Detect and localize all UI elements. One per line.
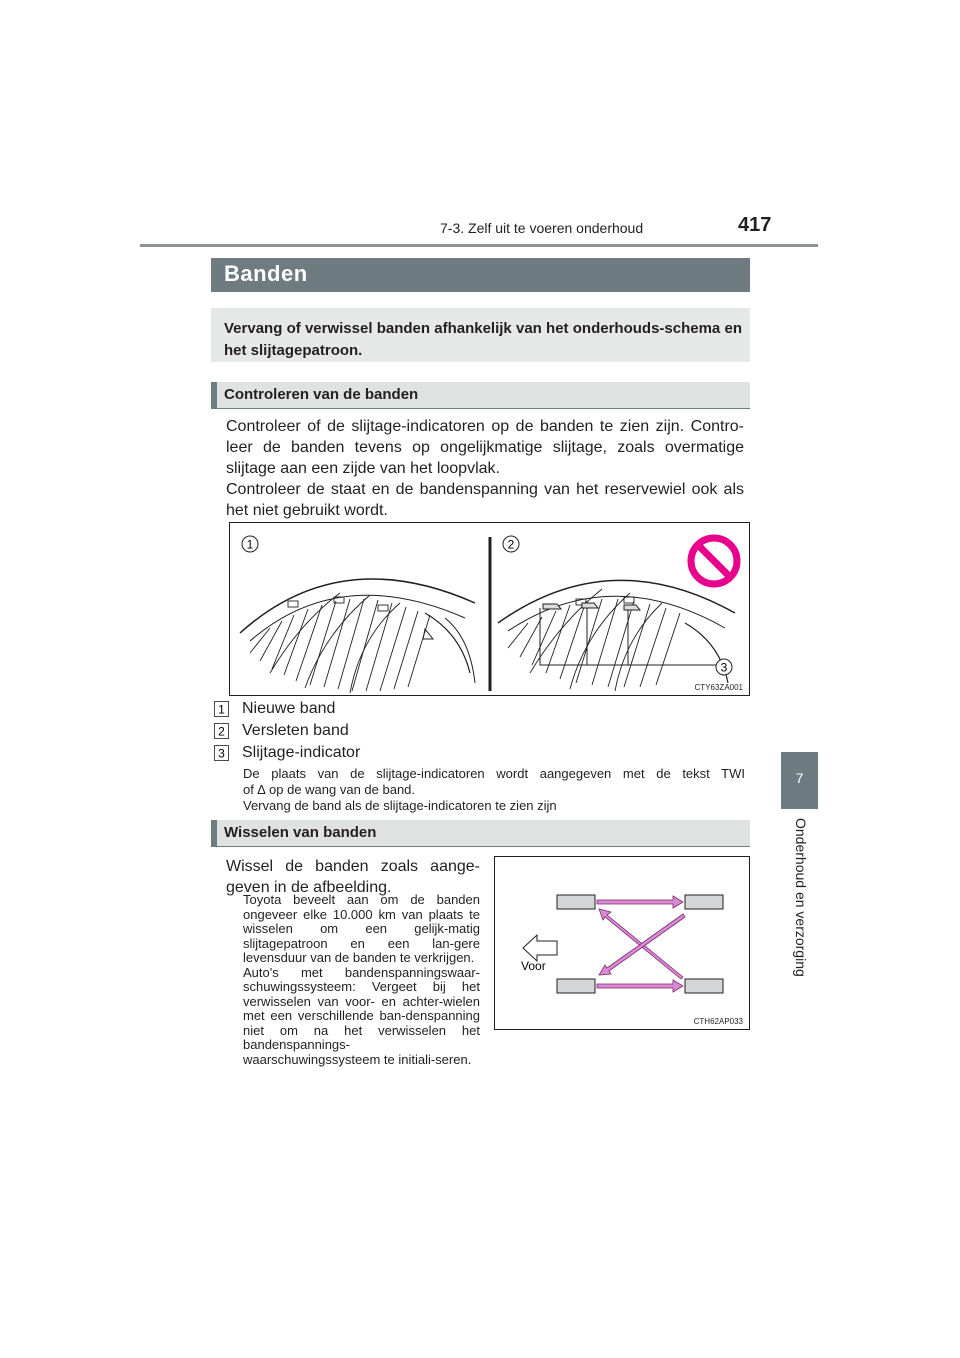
svg-text:1: 1 <box>218 702 225 717</box>
wear-indicator-leaders <box>540 603 716 665</box>
tire-rear-right-icon <box>685 979 723 993</box>
svg-text:2: 2 <box>218 724 225 739</box>
svg-text:3: 3 <box>218 746 225 761</box>
callout-1-text: 1 <box>246 537 254 552</box>
chapter-number: 7 <box>795 770 804 786</box>
wear-indicator-note <box>243 766 745 814</box>
legend-number-1-icon <box>214 701 229 717</box>
note-line-2: of ∆ op de wang van de band. <box>243 782 416 797</box>
callout-2-text: 2 <box>507 537 515 552</box>
figure-code-2: CTH62AP033 <box>693 1017 743 1026</box>
check-paragraph-1: Controleer of de slijtage-indicatoren op de banden te zien zijn. Contro-leer de banden tevens op ongelijkmatige slijtage, zoals overmatige slijtage aan een zijde van het loopvlak. <box>226 418 744 477</box>
front-label: Voor <box>521 959 546 973</box>
legend-number-3-icon <box>214 745 229 761</box>
tire-wear-illustration <box>230 523 749 695</box>
legend-label-2: Versleten band <box>242 722 349 739</box>
new-tire-drawing <box>240 579 475 693</box>
swap-note <box>243 893 480 1067</box>
swap-note-text: Toyota beveelt aan om de banden ongeveer elke 10.000 km van plaats te wisselen om een gelijk-matig slijtagepatroon en een lan-gere levensduur van de banden te verkrijgen. <box>243 892 480 965</box>
figure-code-1: CTY63ZA001 <box>694 683 743 692</box>
tire-front-left-icon <box>557 895 595 909</box>
chapter-tab[interactable] <box>781 752 818 809</box>
tire-rotation-diagram <box>495 857 749 1029</box>
header-rule <box>140 244 818 247</box>
check-paragraph-2: Controleer de staat en de bandenspanning van het reservewiel ook als het niet gebruikt wordt. <box>226 481 744 519</box>
running-header-section: 7-3. Zelf uit te voeren onderhoud <box>440 220 644 236</box>
section-title-bar <box>211 258 750 292</box>
chapter-title: Onderhoud en verzorging <box>793 818 809 977</box>
chapter-side-label <box>779 818 819 1018</box>
intro-text: Vervang of verwissel banden afhankelijk van het onderhouds-schema en het slijtagepatroon. <box>224 320 742 359</box>
section-title: Banden <box>224 261 308 286</box>
subheading-marker <box>211 382 217 408</box>
worn-tire-drawing <box>498 538 737 691</box>
subheading-marker <box>211 820 217 846</box>
callout-3-text: 3 <box>720 660 728 675</box>
subheading-swap-label: Wisselen van banden <box>224 824 377 841</box>
legend-label-1: Nieuwe band <box>242 700 336 717</box>
callout-1-icon <box>242 536 258 552</box>
legend-number-2-icon <box>214 723 229 739</box>
no-sign-icon <box>691 538 737 584</box>
callout-2-icon <box>503 536 519 552</box>
note-line-3: Vervang de band als de slijtage-indicatoren te zien zijn <box>243 798 557 813</box>
subheading-check-label: Controleren van de banden <box>224 386 419 403</box>
tire-rotation-figure <box>494 856 750 1030</box>
tire-rear-left-icon <box>557 979 595 993</box>
swap-note-text-2: Auto's met bandenspanningswaar-schuwingssysteem: Vergeet bij het verwisselen van voor- en achter-wielen met een verschillende ban-denspanning niet om na het verwisselen het bandenspannings-waarschuwingssysteem te initiali-seren. <box>243 964 480 1067</box>
subheading-check <box>211 382 750 409</box>
subheading-swap <box>211 820 750 847</box>
intro-box <box>211 308 750 362</box>
page-number: 417 <box>738 214 772 236</box>
callout-3-icon <box>716 659 732 675</box>
front-direction-arrow-icon <box>523 935 557 961</box>
check-body <box>226 416 744 521</box>
note-line-1: De plaats van de slijtage-indicatoren wordt aangegeven met de tekst TWI <box>243 766 745 781</box>
swap-lead-text: Wissel de banden zoals aange-geven in de afbeelding. <box>226 858 480 896</box>
rotation-arrows <box>597 896 685 992</box>
tire-front-right-icon <box>685 895 723 909</box>
legend-label-3: Slijtage-indicator <box>242 744 361 761</box>
tire-wear-figure <box>229 522 750 696</box>
